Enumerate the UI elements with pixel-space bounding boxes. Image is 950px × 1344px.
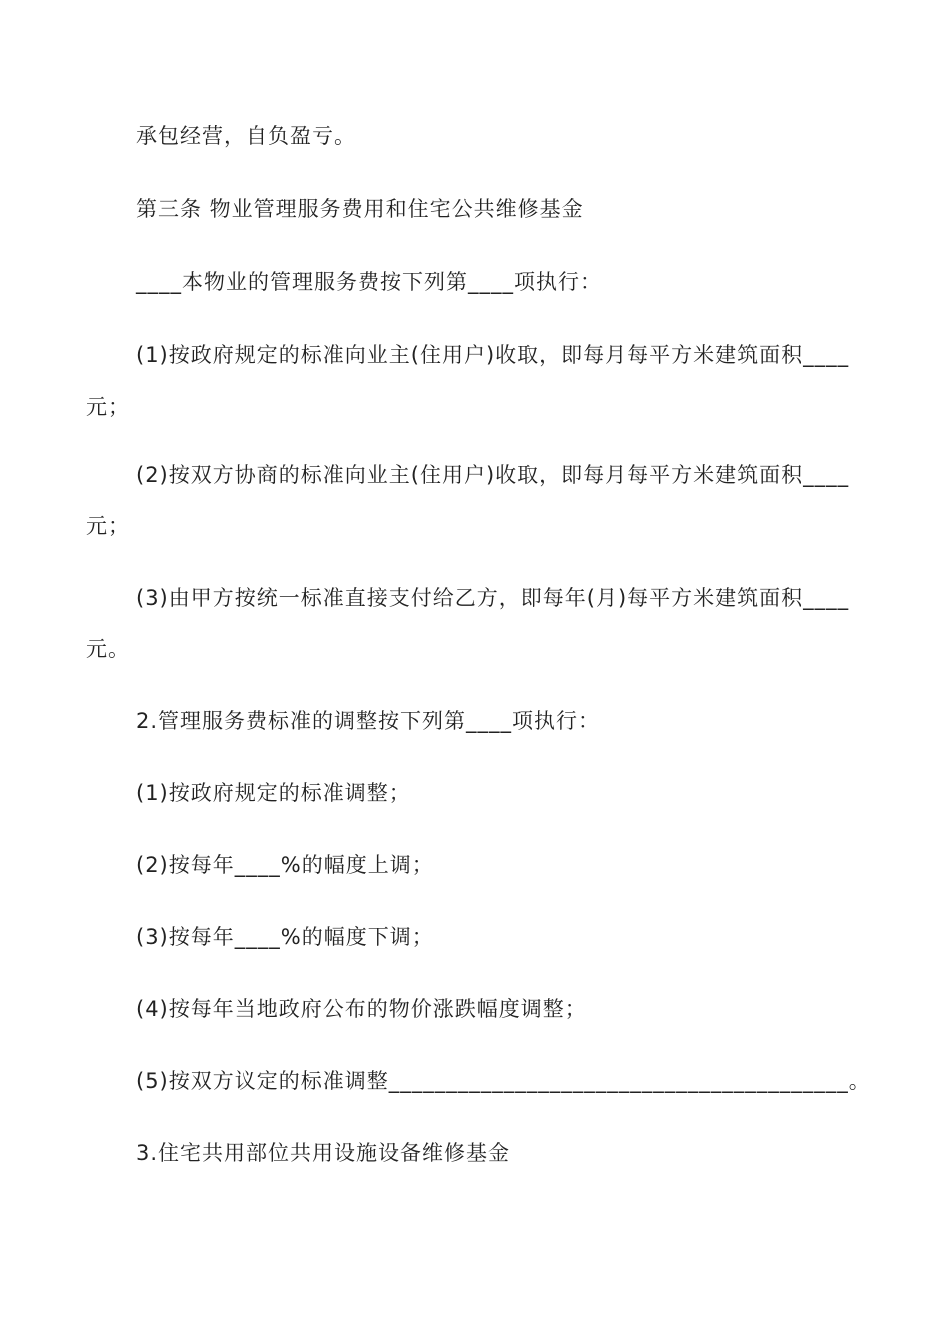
text-line: ____本物业的管理服务费按下列第____项执行： [136,270,602,294]
text-line: 元； [86,514,130,538]
text-line: (3)由甲方按统一标准直接支付给乙方，即每年(月)每平方米建筑面积____ [136,586,850,610]
text-line: (1)按政府规定的标准向业主(住用户)收取，即每月每平方米建筑面积____ [136,343,850,367]
section-heading: 3.住宅共用部位共用设施设备维修基金 [136,1141,511,1165]
text-line: (4)按每年当地政府公布的物价涨跌幅度调整； [136,997,587,1021]
text-line: 元； [86,395,130,419]
text-line: 承包经营，自负盈亏。 [136,124,356,148]
text-line: (1)按政府规定的标准调整； [136,781,411,805]
text-line: 2.管理服务费标准的调整按下列第____项执行： [136,709,601,733]
text-line: (5)按双方议定的标准调整________________________________________。 [136,1069,871,1093]
text-line: (2)按双方协商的标准向业主(住用户)收取，即每月每平方米建筑面积____ [136,463,850,487]
text-line: 元。 [86,637,130,661]
section-heading: 第三条 物业管理服务费用和住宅公共维修基金 [136,197,584,221]
text-line: (2)按每年____%的幅度上调； [136,853,434,877]
text-line: (3)按每年____%的幅度下调； [136,925,434,949]
